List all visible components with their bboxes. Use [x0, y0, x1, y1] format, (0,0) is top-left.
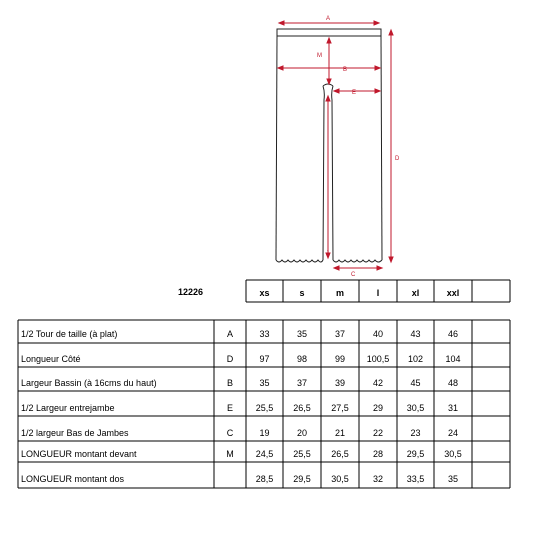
measurement-label: Longueur Côté — [21, 354, 81, 364]
size-header-cell: xxl — [446, 288, 460, 298]
value-cell: 19 — [259, 428, 270, 438]
value-cell: 100,5 — [366, 354, 390, 364]
value-cell: 20 — [296, 428, 307, 438]
measurement-label: LONGUEUR montant dos — [21, 474, 125, 484]
value-cell: 24,5 — [255, 449, 274, 459]
value-cell: 42 — [372, 378, 383, 388]
measurement-label: 1/2 Tour de taille (à plat) — [21, 329, 118, 339]
size-header-cell: m — [335, 288, 344, 298]
value-cell: 40 — [372, 329, 383, 339]
measurement-code: E — [226, 403, 233, 413]
measurement-label: 1/2 Largeur entrejambe — [21, 403, 115, 413]
label-b: B — [343, 67, 348, 73]
value-cell: 45 — [410, 378, 421, 388]
value-cell: 37 — [296, 378, 307, 388]
size-header-cell: l — [376, 288, 380, 298]
label-m: M — [317, 53, 322, 59]
measurement-code: C — [226, 428, 234, 438]
value-cell: 33 — [259, 329, 270, 339]
measurement-code: A — [226, 329, 233, 339]
value-cell: 46 — [447, 329, 458, 339]
value-cell: 104 — [445, 354, 461, 364]
value-cell: 37 — [334, 329, 345, 339]
value-cell: 99 — [334, 354, 345, 364]
label-d: D — [395, 156, 400, 162]
value-cell: 35 — [296, 329, 307, 339]
value-cell: 35 — [259, 378, 270, 388]
value-cell: 24 — [447, 428, 458, 438]
value-cell: 29 — [372, 403, 383, 413]
value-cell: 26,5 — [293, 403, 311, 413]
value-cell: 39 — [334, 378, 345, 388]
product-reference: 12226 — [178, 287, 204, 297]
value-cell: 35 — [447, 474, 458, 484]
measurement-label: Largeur Bassin (à 16cms du haut) — [21, 378, 157, 388]
label-e: E — [352, 90, 357, 96]
measurement-code: B — [226, 378, 233, 388]
value-cell: 22 — [372, 428, 383, 438]
value-cell: 29,5 — [293, 474, 311, 484]
value-cell: 30,5 — [444, 449, 462, 459]
label-j: J — [326, 251, 329, 257]
measurement-code: D — [226, 354, 234, 364]
value-cell: 48 — [447, 378, 458, 388]
measurement-label: LONGUEUR montant devant — [21, 449, 137, 459]
value-cell: 30,5 — [331, 474, 349, 484]
measurement-label: 1/2 largeur Bas de Jambes — [21, 428, 129, 438]
value-cell: 28 — [372, 449, 383, 459]
label-c: C — [351, 272, 356, 278]
value-cell: 21 — [334, 428, 345, 438]
value-cell: 30,5 — [406, 403, 425, 413]
size-header-cell: xs — [259, 288, 270, 298]
value-cell: 29,5 — [406, 449, 425, 459]
value-cell: 43 — [410, 329, 421, 339]
size-header-cell: xl — [411, 288, 420, 298]
label-a: A — [326, 16, 331, 22]
measurement-code: M — [226, 449, 234, 459]
value-cell: 28,5 — [255, 474, 274, 484]
value-cell: 32 — [372, 474, 383, 484]
value-cell: 27,5 — [331, 403, 349, 413]
value-cell: 25,5 — [293, 449, 311, 459]
value-cell: 97 — [259, 354, 270, 364]
value-cell: 26,5 — [331, 449, 349, 459]
value-cell: 102 — [407, 354, 424, 364]
value-cell: 25,5 — [255, 403, 274, 413]
value-cell: 33,5 — [406, 474, 425, 484]
value-cell: 23 — [410, 428, 421, 438]
value-cell: 98 — [296, 354, 307, 364]
value-cell: 31 — [447, 403, 458, 413]
size-header-cell: s — [299, 288, 305, 298]
